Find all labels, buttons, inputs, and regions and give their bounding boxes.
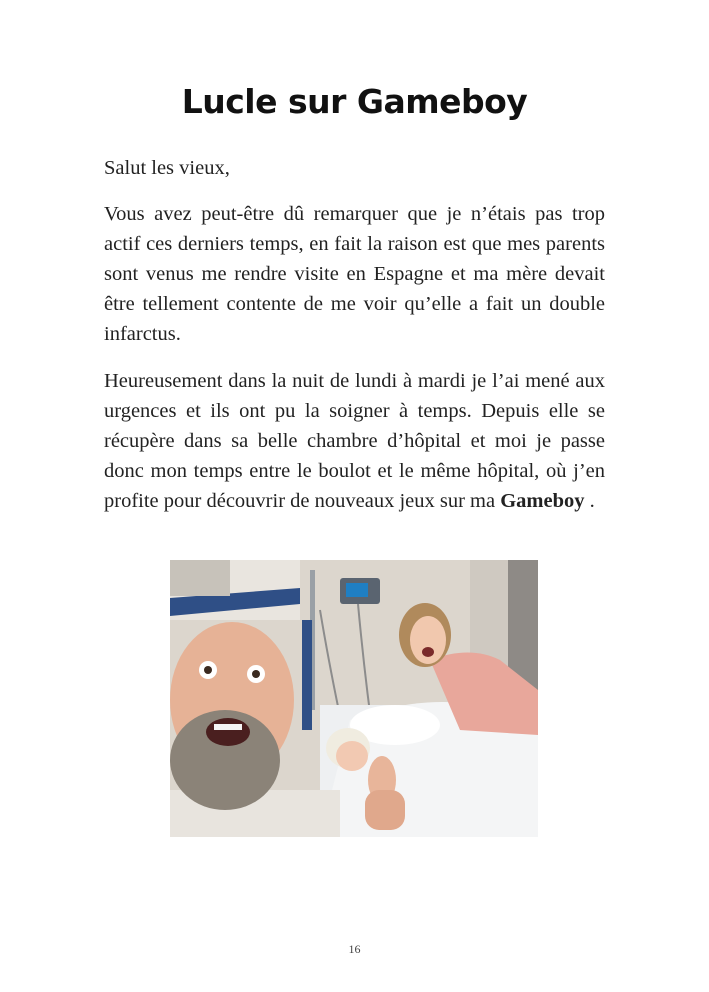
page-number: 16 — [348, 942, 361, 956]
greeting-paragraph: Salut les vieux, — [104, 157, 230, 179]
hospital-selfie-photo — [170, 560, 538, 837]
gameboy-bold: Gameboy — [500, 490, 585, 512]
paragraph-2 — [104, 366, 605, 516]
paragraph-1: Vous avez peut-être dû remarquer que je n’étais pas trop actif ces derniers temps, en fait la raison est que mes parents sont venus me rendre visite en Espagne et ma mère devait être tellement contente de me voir qu’elle a fait un double infarctus. — [104, 203, 605, 345]
page-title: Lucle sur Gameboy — [181, 82, 528, 121]
paragraph-2-end: . — [584, 490, 595, 512]
paragraph-2-text: Heureusement dans la nuit de lundi à mardi je l’ai mené aux urgences et ils ont pu la soigner à temps. Depuis elle se récupère dans sa belle chambre d’hôpital et moi je passe donc mon temps entre le boulot et le même hôpital, où j’en profite pour découvrir de nouveaux jeux sur ma — [104, 370, 605, 512]
